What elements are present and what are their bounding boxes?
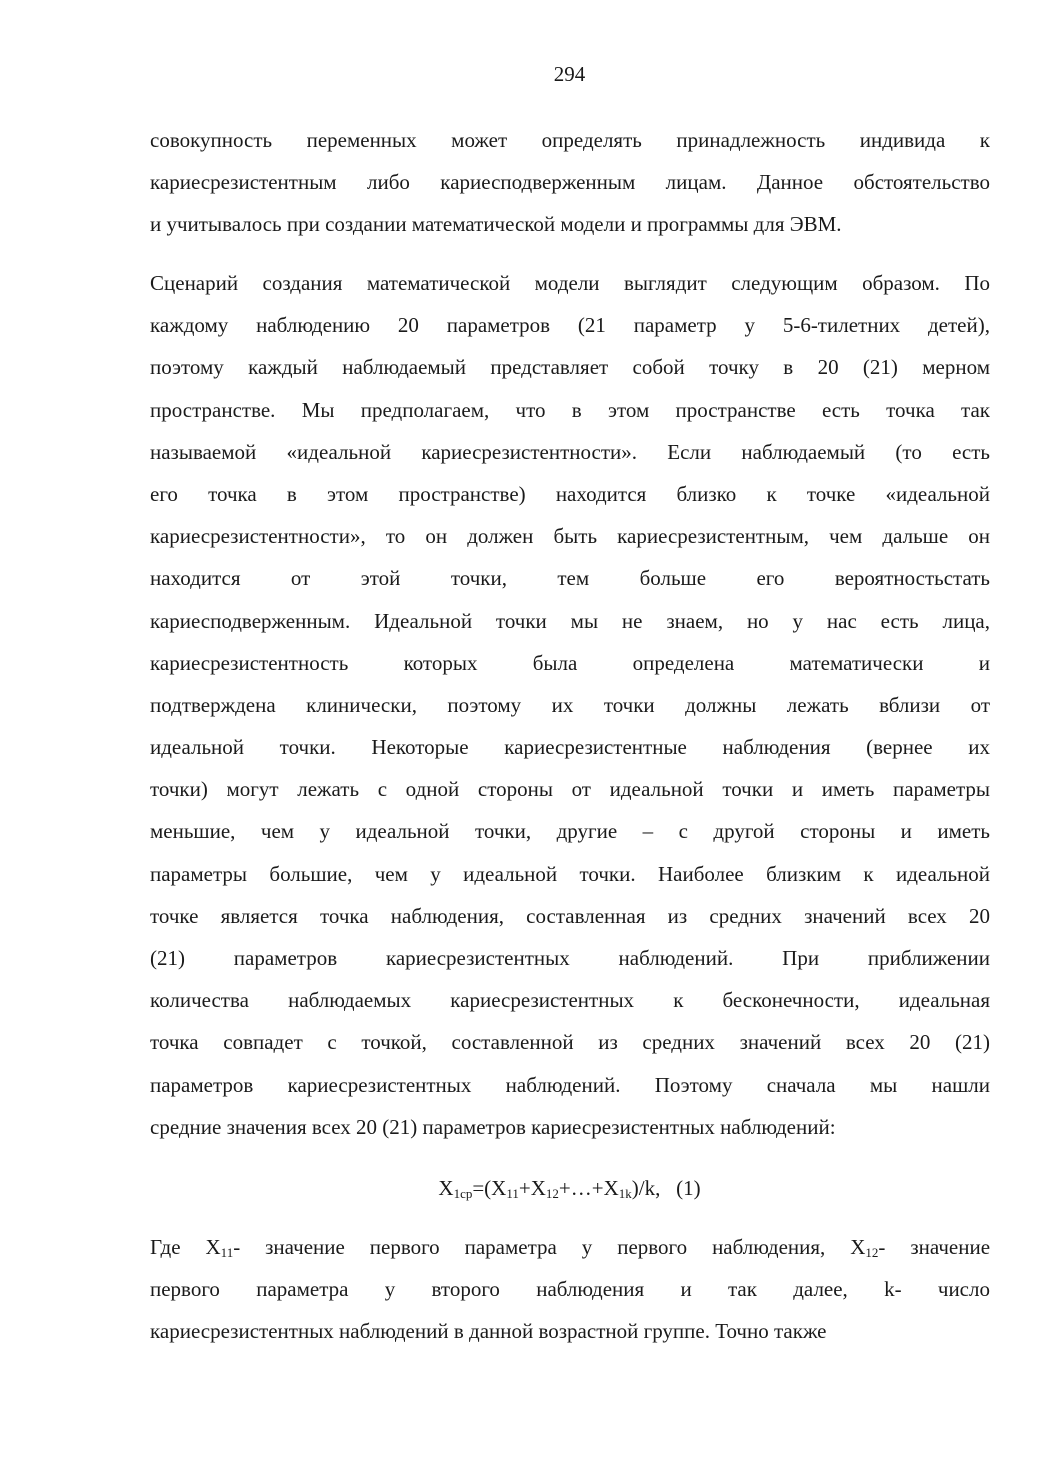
text-line: точка совпадет с точкой, составленной из средних значений всех 20 (21) [150,1030,990,1055]
text-line: каждому наблюдению 20 параметров (21 параметр у 5-6-тилетних детей), [150,313,990,338]
page-number: 294 [553,62,586,86]
text-line: Где $X_{11}-$ значение первого параметра у первого наблюдения, $X_{12}-$ значение [150,1235,991,1260]
text-line: кариесрезистентность которых была определена математически и [150,650,990,675]
text-line: кариесподверженным. Идеальной точки мы не знаем, но у нас есть лица, [150,608,990,633]
paragraph-3 [150,1226,990,1353]
text-line: точке является точка наблюдения, составленная из средних значений всех 20 [150,903,990,928]
text-line: и учитывалось при создании математической модели и программы для ЭВМ. [150,212,842,237]
text-line: поэтому каждый наблюдаемый представляет собой точку в 20 (21) мерном [150,355,990,380]
paragraph-2 [150,262,990,1148]
text-line: кариесрезистентным либо кариесподверженным лицам. Данное обстоятельство [150,170,990,195]
text-line: первого параметра у второго наблюдения и так далее, k- число [150,1277,990,1302]
text-line: пространстве. Мы предполагаем, что в этом пространстве есть точка так [150,397,990,422]
text-line: точки) могут лежать с одной стороны от идеальной точки и иметь параметры [150,777,990,802]
text-line: количества наблюдаемых кариесрезистентных к бесконечности, идеальная [150,988,990,1013]
text-line: параметры большие, чем у идеальной точки. Наиболее близким к идеальной [150,861,990,886]
formula-number: (1) [676,1176,701,1200]
text-line: подтверждена клинически, поэтому их точки должны лежать вблизи от [150,692,990,717]
text-line: называемой «идеальной кариесрезистентности». Если наблюдаемый (то есть [150,439,990,464]
paragraph-1 [150,119,990,246]
text-line: находится от этой точки, тем больше его вероятностьстать [150,566,990,591]
text-line: меньшие, чем у идеальной точки, другие – с другой стороны и иметь [150,819,990,844]
text-line: его точка в этом пространстве) находится близко к точке «идеальной [150,481,990,506]
text-line: кариесрезистентности», то он должен быть кариесрезистентным, чем дальше он [150,524,990,549]
formula-1 [0,1167,1039,1209]
text-line: Сценарий создания математической модели выглядит следующим образом. По [150,271,990,295]
text-line: идеальной точки. Некоторые кариесрезистентные наблюдения (вернее их [150,735,990,760]
text-line: средние значения всех 20 (21) параметров кариесрезистентных наблюдений: [150,1114,836,1139]
text-line: (21) параметров кариесрезистентных наблюдений. При приближении [150,946,990,970]
text-line: параметров кариесрезистентных наблюдений. Поэтому сначала мы нашли [150,1072,990,1097]
text-line: кариесрезистентных наблюдений в данной возрастной группе. Точно также [150,1319,827,1344]
text-line: совокупность переменных может определять принадлежность индивида к [150,128,990,152]
formula-text: $X_{1ср}=(X_{11}+X_{12}+\dots+X_{1k})/k$, [438,1176,661,1201]
